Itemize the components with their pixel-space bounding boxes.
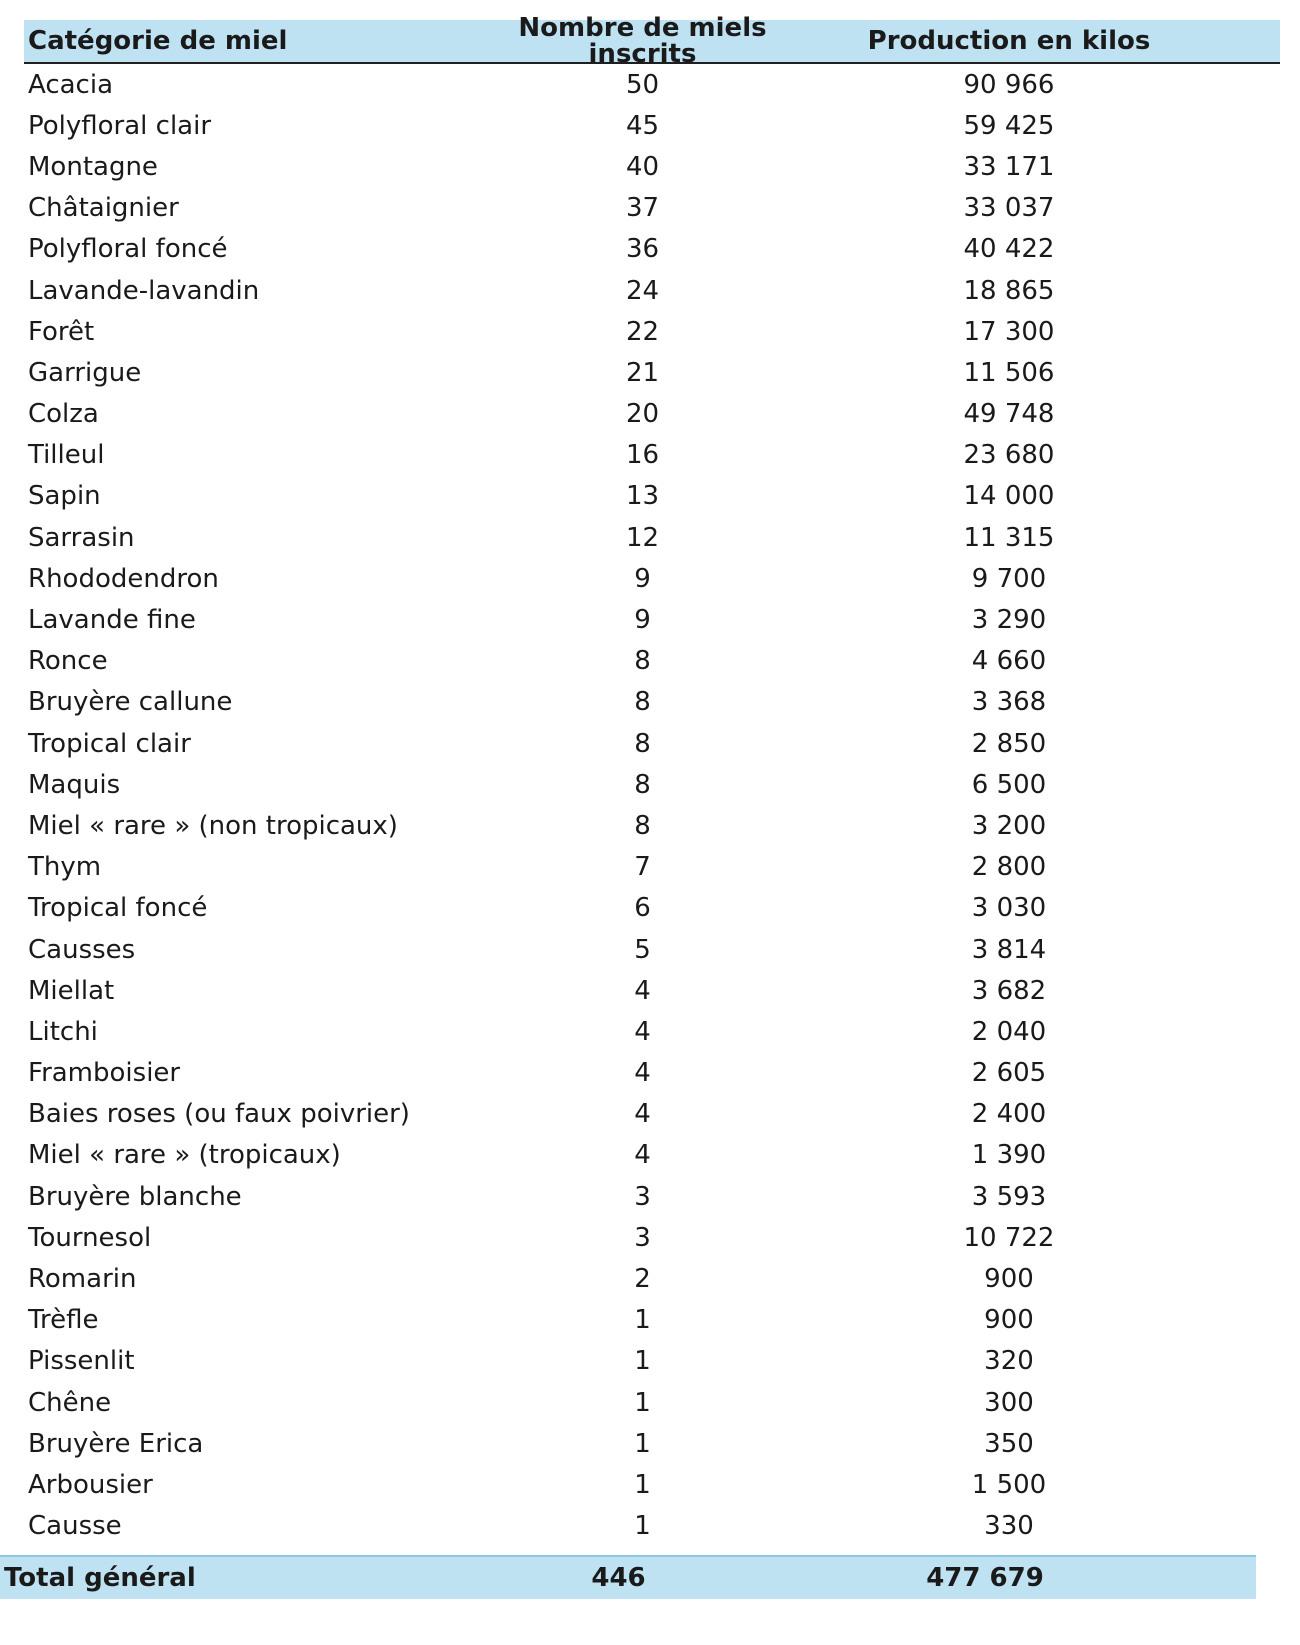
cell-category: Causses: [28, 934, 136, 965]
total-label: Total général: [4, 1563, 196, 1593]
table-row: [24, 105, 1280, 146]
cell-production: 9 700: [971, 563, 1047, 594]
table-row: [24, 847, 1280, 888]
cell-category: Rhododendron: [28, 563, 219, 594]
cell-category: Tournesol: [28, 1222, 152, 1253]
cell-count: 4: [634, 1099, 651, 1130]
table-row: [24, 1217, 1280, 1258]
cell-category: Litchi: [28, 1016, 98, 1047]
cell-production: 2 605: [971, 1058, 1047, 1089]
cell-count: 8: [634, 728, 651, 759]
cell-production: 3 593: [971, 1181, 1047, 1212]
table-row: [24, 188, 1280, 229]
cell-count: 3: [634, 1181, 651, 1212]
cell-category: Polyfloral clair: [28, 110, 212, 141]
table-row: [24, 1506, 1280, 1547]
cell-count: 4: [634, 1140, 651, 1171]
cell-production: 330: [984, 1511, 1034, 1542]
cell-count: 1: [634, 1511, 651, 1542]
cell-count: 8: [634, 810, 651, 841]
cell-production: 900: [984, 1305, 1034, 1336]
table-row: [24, 764, 1280, 805]
cell-production: 2 040: [971, 1016, 1047, 1047]
cell-category: Arbousier: [28, 1469, 153, 1500]
cell-category: Baies roses (ou faux poivrier): [28, 1099, 410, 1130]
cell-count: 6: [634, 893, 651, 924]
cell-count: 5: [634, 934, 651, 965]
cell-production: 900: [984, 1264, 1034, 1295]
cell-production: 1 390: [971, 1140, 1047, 1171]
cell-count: 45: [625, 110, 660, 141]
cell-category: Bruyère blanche: [28, 1181, 242, 1212]
cell-production: 3 814: [971, 934, 1047, 965]
cell-category: Tilleul: [28, 440, 105, 471]
cell-production: 3 030: [971, 893, 1047, 924]
cell-count: 1: [634, 1305, 651, 1336]
cell-production: 320: [984, 1346, 1034, 1377]
cell-production: 11 315: [963, 522, 1055, 553]
cell-production: 2 400: [971, 1099, 1047, 1130]
cell-production: 6 500: [971, 769, 1047, 800]
cell-count: 1: [634, 1346, 651, 1377]
table-row: [24, 146, 1280, 187]
cell-production: 350: [984, 1428, 1034, 1459]
table-row: [24, 599, 1280, 640]
cell-production: 3 200: [971, 810, 1047, 841]
cell-count: 8: [634, 769, 651, 800]
cell-count: 36: [625, 234, 660, 265]
cell-category: Causse: [28, 1511, 122, 1542]
total-count: 446: [591, 1563, 646, 1593]
table-row: [24, 311, 1280, 352]
cell-count: 1: [634, 1387, 651, 1418]
cell-category: Miel « rare » (non tropicaux): [28, 810, 398, 841]
table-row: [24, 1176, 1280, 1217]
table-row: [24, 1423, 1280, 1464]
table-row: [24, 1094, 1280, 1135]
table-row: [24, 435, 1280, 476]
table-row: [24, 1300, 1280, 1341]
cell-category: Framboisier: [28, 1058, 181, 1089]
cell-count: 1: [634, 1428, 651, 1459]
cell-category: Lavande-lavandin: [28, 275, 260, 306]
honey-table: [24, 13, 1280, 1547]
cell-production: 17 300: [963, 316, 1055, 347]
table-row: [24, 394, 1280, 435]
table-row: [24, 1135, 1280, 1176]
cell-production: 33 171: [963, 151, 1055, 182]
cell-category: Miel « rare » (tropicaux): [28, 1140, 341, 1171]
cell-count: 2: [634, 1264, 651, 1295]
cell-category: Lavande fine: [28, 605, 196, 636]
cell-count: 50: [625, 69, 660, 100]
cell-category: Romarin: [28, 1264, 137, 1295]
cell-count: 12: [625, 522, 660, 553]
cell-count: 9: [634, 605, 651, 636]
table-row: [24, 558, 1280, 599]
cell-category: Bruyère Erica: [28, 1428, 204, 1459]
table-row: [24, 270, 1280, 311]
cell-category: Acacia: [28, 69, 114, 100]
cell-count: 24: [625, 275, 660, 306]
cell-production: 300: [984, 1387, 1034, 1418]
table-body: [24, 64, 1280, 1547]
cell-category: Forêt: [28, 316, 95, 347]
cell-production: 3 682: [971, 975, 1047, 1006]
table-row: [24, 641, 1280, 682]
cell-category: Sapin: [28, 481, 101, 512]
cell-production: 11 506: [963, 357, 1055, 388]
cell-category: Colza: [28, 399, 99, 430]
table-row: [24, 1258, 1280, 1299]
table-row: [24, 1341, 1280, 1382]
cell-count: 9: [634, 563, 651, 594]
cell-count: 20: [625, 399, 660, 430]
cell-category: Polyfloral foncé: [28, 234, 228, 265]
cell-count: 21: [625, 357, 660, 388]
table-row: [24, 229, 1280, 270]
cell-production: 10 722: [963, 1222, 1055, 1253]
cell-production: 90 966: [963, 69, 1055, 100]
cell-production: 3 368: [971, 687, 1047, 718]
cell-count: 4: [634, 975, 651, 1006]
cell-category: Pissenlit: [28, 1346, 135, 1377]
cell-category: Garrigue: [28, 357, 142, 388]
total-row: [0, 1555, 1256, 1599]
table-row: [24, 1382, 1280, 1423]
cell-count: 16: [625, 440, 660, 471]
table-row: [24, 517, 1280, 558]
cell-count: 7: [634, 852, 651, 883]
header-production: Production en kilos: [867, 26, 1151, 56]
table-row: [24, 352, 1280, 393]
header-count: Nombre de miels inscrits: [518, 13, 767, 69]
header-category: Catégorie de miel: [28, 26, 288, 56]
cell-production: 33 037: [963, 193, 1055, 224]
cell-category: Châtaignier: [28, 193, 179, 224]
table-row: [24, 682, 1280, 723]
cell-category: Sarrasin: [28, 522, 135, 553]
cell-count: 4: [634, 1058, 651, 1089]
table-row: [24, 64, 1280, 105]
table-row: [24, 1011, 1280, 1052]
cell-count: 3: [634, 1222, 651, 1253]
cell-category: Ronce: [28, 646, 108, 677]
cell-category: Maquis: [28, 769, 121, 800]
cell-category: Trèfle: [28, 1305, 99, 1336]
cell-production: 3 290: [971, 605, 1047, 636]
table-row: [24, 805, 1280, 846]
cell-category: Montagne: [28, 151, 158, 182]
cell-category: Tropical clair: [28, 728, 191, 759]
table-row: [24, 929, 1280, 970]
cell-count: 13: [625, 481, 660, 512]
cell-production: 4 660: [971, 646, 1047, 677]
table-row: [24, 888, 1280, 929]
total-production: 477 679: [926, 1563, 1044, 1593]
cell-production: 59 425: [963, 110, 1055, 141]
cell-count: 37: [625, 193, 660, 224]
cell-production: 49 748: [963, 399, 1055, 430]
table-row: [24, 476, 1280, 517]
table-row: [24, 1053, 1280, 1094]
cell-category: Thym: [28, 852, 102, 883]
table-row: [24, 970, 1280, 1011]
table-row: [24, 1464, 1280, 1505]
cell-category: Miellat: [28, 975, 115, 1006]
cell-count: 4: [634, 1016, 651, 1047]
cell-production: 14 000: [963, 481, 1055, 512]
cell-production: 1 500: [971, 1469, 1047, 1500]
cell-production: 2 800: [971, 852, 1047, 883]
cell-production: 23 680: [963, 440, 1055, 471]
table-row: [24, 723, 1280, 764]
cell-count: 1: [634, 1469, 651, 1500]
cell-count: 8: [634, 646, 651, 677]
cell-production: 2 850: [971, 728, 1047, 759]
cell-category: Chêne: [28, 1387, 112, 1418]
cell-count: 22: [625, 316, 660, 347]
table-header: [24, 13, 1280, 69]
cell-category: Bruyère callune: [28, 687, 233, 718]
cell-production: 40 422: [963, 234, 1055, 265]
cell-count: 8: [634, 687, 651, 718]
cell-count: 40: [625, 151, 660, 182]
cell-category: Tropical foncé: [28, 893, 208, 924]
cell-production: 18 865: [963, 275, 1055, 306]
